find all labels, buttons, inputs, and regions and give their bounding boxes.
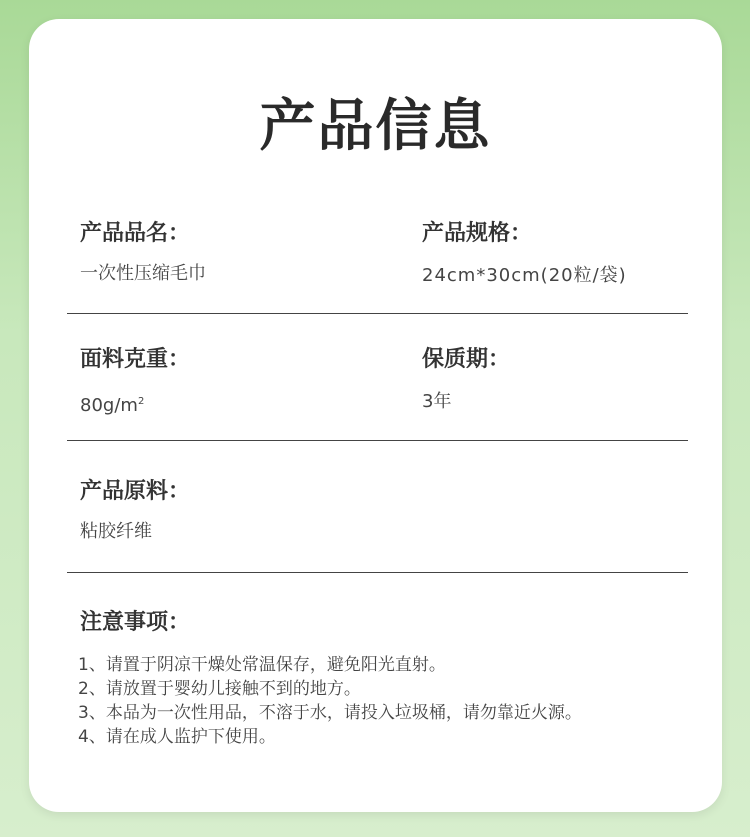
- note-item: 2、请放置于婴幼儿接触不到的地方。: [78, 679, 361, 699]
- fabric-weight-label: 面料克重：: [80, 347, 191, 372]
- product-spec-label: 产品规格：: [422, 221, 533, 246]
- shelf-life-label: 保质期：: [422, 347, 511, 372]
- fabric-weight-value: [80, 390, 144, 418]
- fabric-weight-unit-superscript: 2: [137, 396, 145, 407]
- material-value: 粘胶纤维: [80, 521, 152, 542]
- notes-list: [78, 653, 698, 749]
- divider: [67, 572, 688, 573]
- divider: [67, 313, 688, 314]
- note-item: 1、请置于阴凉干燥处常温保存，避免阳光直射。: [78, 655, 446, 675]
- note-item: 3、本品为一次性用品，不溶于水，请投入垃圾桶，请勿靠近火源。: [78, 703, 582, 723]
- product-name-value: 一次性压缩毛巾: [80, 263, 206, 284]
- divider: [67, 440, 688, 441]
- notes-label: 注意事项：: [80, 610, 191, 635]
- product-name-label: 产品品名：: [80, 221, 191, 246]
- product-spec-value: 24cm*30cm(20粒/袋): [422, 265, 627, 286]
- material-label: 产品原料：: [80, 479, 191, 504]
- shelf-life-value: 3年: [422, 391, 452, 412]
- page-title: 产品信息: [259, 94, 492, 159]
- note-item: 4、请在成人监护下使用。: [78, 727, 276, 747]
- info-card: [29, 19, 722, 812]
- fabric-weight-text: 80g/m: [80, 395, 138, 416]
